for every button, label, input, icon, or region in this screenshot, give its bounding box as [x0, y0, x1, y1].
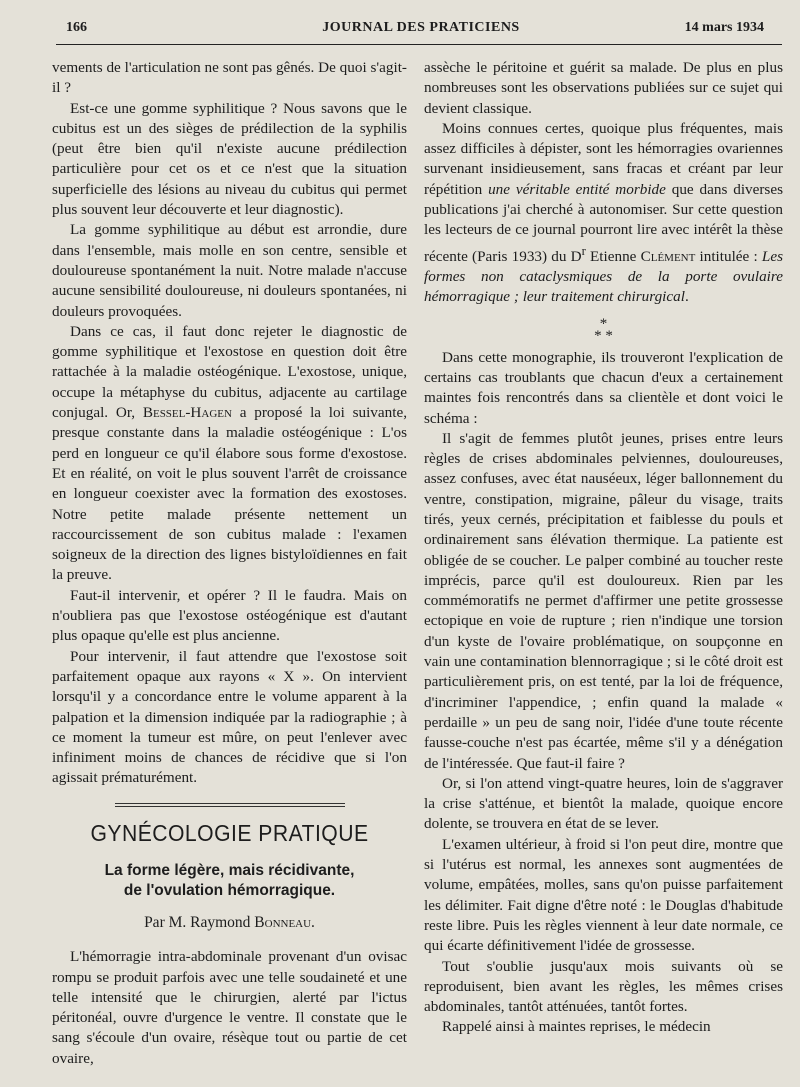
left-column: [52, 58, 407, 1069]
paragraph-text: Etienne: [585, 247, 641, 265]
paragraph: assèche le péritoine et guérit sa malade. De plus en plus nombreuses sont les observations publiées sur ce sujet qui devient classique.: [424, 59, 783, 117]
article-title-line: de l'ovulation hémorragique.: [123, 881, 336, 899]
paragraph: Pour intervenir, il faut attendre que l'exostose soit parfaitement opaque aux rayons « X ». On intervient lorsqu'il y a concordance entre le volume apparent à la palpation et la dimension indiquée par la radiographie ; à ce moment la tumeur est mûre, on peut l'enlever avec infiniment moins de chances de récidive que si l'on agissait prématurément.: [52, 647, 407, 787]
author-name: Bessel-Hagen: [142, 404, 232, 422]
paragraph: Dans cette monographie, ils trouveront l'explication de certains cas troublants que chacun d'eux a certainement maintes fois rencontrés dans sa clientèle et dont voici le schéma :: [424, 348, 783, 427]
article-title-line: La forme légère, mais récidivante,: [104, 861, 355, 879]
journal-title: JOURNAL DES PRATICIENS: [322, 20, 520, 35]
section-divider: [115, 803, 345, 807]
paragraph: Est-ce une gomme syphilitique ? Nous savons que le cubitus est un des sièges de prédilection de la syphilis (peut être bien qu'il n'existe aucune prédilection particulière pour cet os et ce n'est que la situation superficielle des lésions au niveau du cubitus qui permet plus souvent leur découverte et leur diagnostic).: [52, 99, 407, 219]
paragraph: L'hémorragie intra-abdominale provenant d'un ovisac rompu se produit parfois avec une telle soudaineté et une telle intensité que le chirurgien, alerté par l'ictus péritonéal, ouvre d'urgence le ventre. Il constate que le sang s'écoule d'un ovaire, résèque tout ou partie de cet ovaire,: [52, 948, 407, 1067]
asterism-top: *: [599, 315, 608, 332]
paragraph: Il s'agit de femmes plutôt jeunes, prises entre leurs règles de crises abdominales pelviennes, douloureuses, assez confuses, avec état nauséeux, léger ballonnement du ventre, constipation, migraine, pâleur du visage, traits tirés, yeux cernés, précipitation et faiblesse du pouls et ordinairement sans élévation thermique. La patiente est obligée de se coucher. Le palper combiné au toucher reste imprécis, parce qu'il est douloureux. Rien par les commémoratifs ne permet d'affirmer une petite grossesse ectopique en voie de rupture ; rien n'indique une torsion d'un kyste de l'ovaire problématique, on soupçonne en vain une contamination blennorragique ; si le côté droit est particulièrement pris, on est tenté, par la loi de fréquence, d'incriminer l'appendice, ; enfin quand la malade « perdaille » un peu de sang noir, l'idée d'une toute récente fausse-couche n'est pas écartée, même s'il y a dénégation de l'intéressée. Que faut-il faire ?: [424, 429, 783, 772]
article-title: [52, 861, 407, 901]
header-rule: [56, 44, 782, 45]
paragraph: La gomme syphilitique au début est arrondie, dure dans l'ensemble, mais molle en son centre, sensible et douloureuse spontanément la nuit. Notre malade n'accuse aucune sensibilité douloureuse, ni douleurs spontanées, ni douleurs provoquées.: [52, 221, 407, 320]
byline-prefix: Par M. Raymond: [144, 913, 255, 931]
byline: [52, 913, 407, 933]
author-name: Bonneau.: [254, 913, 315, 931]
author-name: Clément: [640, 247, 696, 265]
paragraph-text: .: [684, 288, 689, 306]
paragraph: Tout s'oublie jusqu'aux mois suivants où se reproduisent, bien avant les règles, les mêmes crises abdominales, tantôt atténuées, tantôt fortes.: [424, 957, 783, 1016]
paragraph: Faut-il intervenir, et opérer ? Il le faudra. Mais on n'oubliera pas que l'exostose ostéogénique est d'autant plus opaque qu'elle est plus ancienne.: [52, 586, 407, 645]
paragraph-text: Dans ce cas, il faut donc rejeter le diagnostic de gomme syphilitique et l'exostose en question doit être rattachée à la maladie ostéogénique. L'exostose, unique, occupe la métaphyse du cubitus, adjacente au cartilage conjugal. Or,: [52, 322, 407, 422]
paragraph: Or, si l'on attend vingt-quatre heures, loin de s'aggraver la crise s'atténue, et bientôt la malade, quoique encore dolente, se trouvera en état de se lever.: [424, 774, 783, 833]
paragraph: [424, 119, 783, 308]
paragraph-text: Moins connues certes, quoique plus fréquentes, mais assez difficiles à dépister, sont les hémorragies ovariennes survenant insidieusement, sans fracas et créant par leur répétition: [424, 119, 783, 198]
paragraph: [52, 322, 407, 586]
paragraph-text: que dans diverses publications j'ai cherché à autonomiser. Sur cette question les lecteurs de ce journal pourront lire avec intérêt la thèse récente (Paris 1933) du D: [424, 180, 783, 265]
section-title: GYNÉCOLOGIE PRATIQUE: [90, 819, 369, 846]
asterism: [424, 315, 783, 344]
page-header: [60, 18, 782, 42]
paragraph-text: intitulée :: [695, 247, 762, 265]
paragraph-text: a proposé la loi suivante, presque constante dans la maladie ostéogénique : L'os perd en longueur ce qu'il élabore sous forme d'exostose. Et en réalité, on voit le plus souvent l'arrêt de croissance en longueur coexister avec la formation des exostoses. Notre petite malade présente nettement un raccourcissement de son cubitus malade : l'examen soigneux de la direction des lignes bistyloïdiennes en fait la preuve.: [52, 404, 407, 584]
italic-text: une véritable entité morbide: [488, 180, 666, 198]
page-number: 166: [66, 20, 87, 35]
right-column: [424, 58, 783, 1038]
paragraph: L'examen ultérieur, à froid si l'on peut dire, montre que si l'utérus est normal, les annexes sont augmentées de volume, empâtées, molles, sans qu'on puisse parfaitement les délimiter. Fait digne d'être noté : le Douglas d'habitude reste libre. Puis les règles viennent à leur date normale, ce qui écarte définitivement l'idée de grossesse.: [424, 835, 783, 955]
issue-date: 14 mars 1934: [684, 20, 764, 35]
superscript: r: [581, 243, 586, 258]
paragraph: Rappelé ainsi à maintes reprises, le médecin: [442, 1018, 711, 1036]
asterism-bottom: * *: [594, 327, 613, 344]
paragraph: vements de l'articulation ne sont pas gênés. De quoi s'agit-il ?: [52, 59, 407, 97]
italic-text: Les formes non cataclysmiques de la porte ovulaire hémorragique ; leur traitement chirurgical: [424, 247, 783, 306]
